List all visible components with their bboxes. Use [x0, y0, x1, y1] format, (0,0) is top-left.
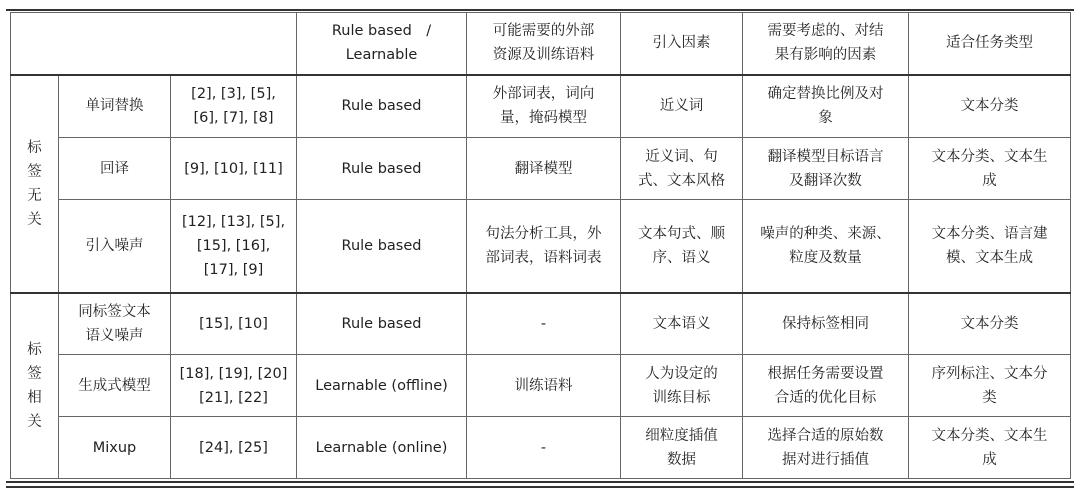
method-cell: 同标签文本 语义噪声	[59, 293, 171, 355]
rule-or-learnable-cell: Rule based	[297, 200, 467, 293]
rule-or-learnable-cell: Rule based	[297, 138, 467, 200]
table-row	[11, 200, 1071, 293]
task-types-cell: 文本分类、文本生 成	[909, 417, 1071, 479]
header-rule-or-learnable: Rule based / Learnable	[297, 13, 467, 75]
considerations-cell: 根据任务需要设置 合适的优化目标	[743, 355, 909, 417]
factors-cell: 人为设定的 训练目标	[621, 355, 743, 417]
header-factors: 引入因素	[621, 13, 743, 75]
group-label-label-independent: 标 签 无 关	[11, 75, 59, 293]
references-cell: [24], [25]	[171, 417, 297, 479]
references-cell: [15], [10]	[171, 293, 297, 355]
table-bottom-rule-upper	[6, 481, 1074, 483]
rule-or-learnable-cell: Learnable (online)	[297, 417, 467, 479]
augmentation-methods-table	[10, 12, 1071, 479]
table-header-row	[11, 13, 1071, 75]
factors-cell: 近义词、句 式、文本风格	[621, 138, 743, 200]
table-top-rule	[6, 9, 1074, 11]
factors-cell: 细粒度插值 数据	[621, 417, 743, 479]
method-cell: 回译	[59, 138, 171, 200]
considerations-cell: 确定替换比例及对 象	[743, 75, 909, 138]
considerations-cell: 选择合适的原始数 据对进行插值	[743, 417, 909, 479]
references-cell: [2], [3], [5], [6], [7], [8]	[171, 75, 297, 138]
table-row	[11, 293, 1071, 355]
task-types-cell: 文本分类	[909, 75, 1071, 138]
resources-cell: 训练语料	[467, 355, 621, 417]
task-types-cell: 序列标注、文本分 类	[909, 355, 1071, 417]
factors-cell: 文本语义	[621, 293, 743, 355]
factors-cell: 近义词	[621, 75, 743, 138]
task-types-cell: 文本分类、语言建 模、文本生成	[909, 200, 1071, 293]
table-bottom-rule-lower	[6, 486, 1074, 488]
rule-or-learnable-cell: Rule based	[297, 75, 467, 138]
table-row	[11, 355, 1071, 417]
references-cell: [12], [13], [5], [15], [16], [17], [9]	[171, 200, 297, 293]
resources-cell: -	[467, 293, 621, 355]
rule-or-learnable-cell: Rule based	[297, 293, 467, 355]
factors-cell: 文本句式、顺 序、语义	[621, 200, 743, 293]
header-empty-cell	[11, 13, 297, 75]
header-resources: 可能需要的外部 资源及训练语料	[467, 13, 621, 75]
method-cell: 生成式模型	[59, 355, 171, 417]
rule-or-learnable-cell: Learnable (offline)	[297, 355, 467, 417]
method-cell: 引入噪声	[59, 200, 171, 293]
method-cell: 单词替换	[59, 75, 171, 138]
resources-cell: 句法分析工具，外 部词表，语料词表	[467, 200, 621, 293]
considerations-cell: 翻译模型目标语言 及翻译次数	[743, 138, 909, 200]
task-types-cell: 文本分类	[909, 293, 1071, 355]
references-cell: [18], [19], [20] [21], [22]	[171, 355, 297, 417]
task-types-cell: 文本分类、文本生 成	[909, 138, 1071, 200]
resources-cell: 翻译模型	[467, 138, 621, 200]
resources-cell: -	[467, 417, 621, 479]
references-cell: [9], [10], [11]	[171, 138, 297, 200]
table-row	[11, 417, 1071, 479]
resources-cell: 外部词表，词向 量，掩码模型	[467, 75, 621, 138]
table-row	[11, 75, 1071, 138]
considerations-cell: 保持标签相同	[743, 293, 909, 355]
header-task-types: 适合任务类型	[909, 13, 1071, 75]
table-row	[11, 138, 1071, 200]
header-considerations: 需要考虑的、对结 果有影响的因素	[743, 13, 909, 75]
group-label-label-dependent: 标 签 相 关	[11, 293, 59, 479]
method-cell: Mixup	[59, 417, 171, 479]
considerations-cell: 噪声的种类、来源、 粒度及数量	[743, 200, 909, 293]
